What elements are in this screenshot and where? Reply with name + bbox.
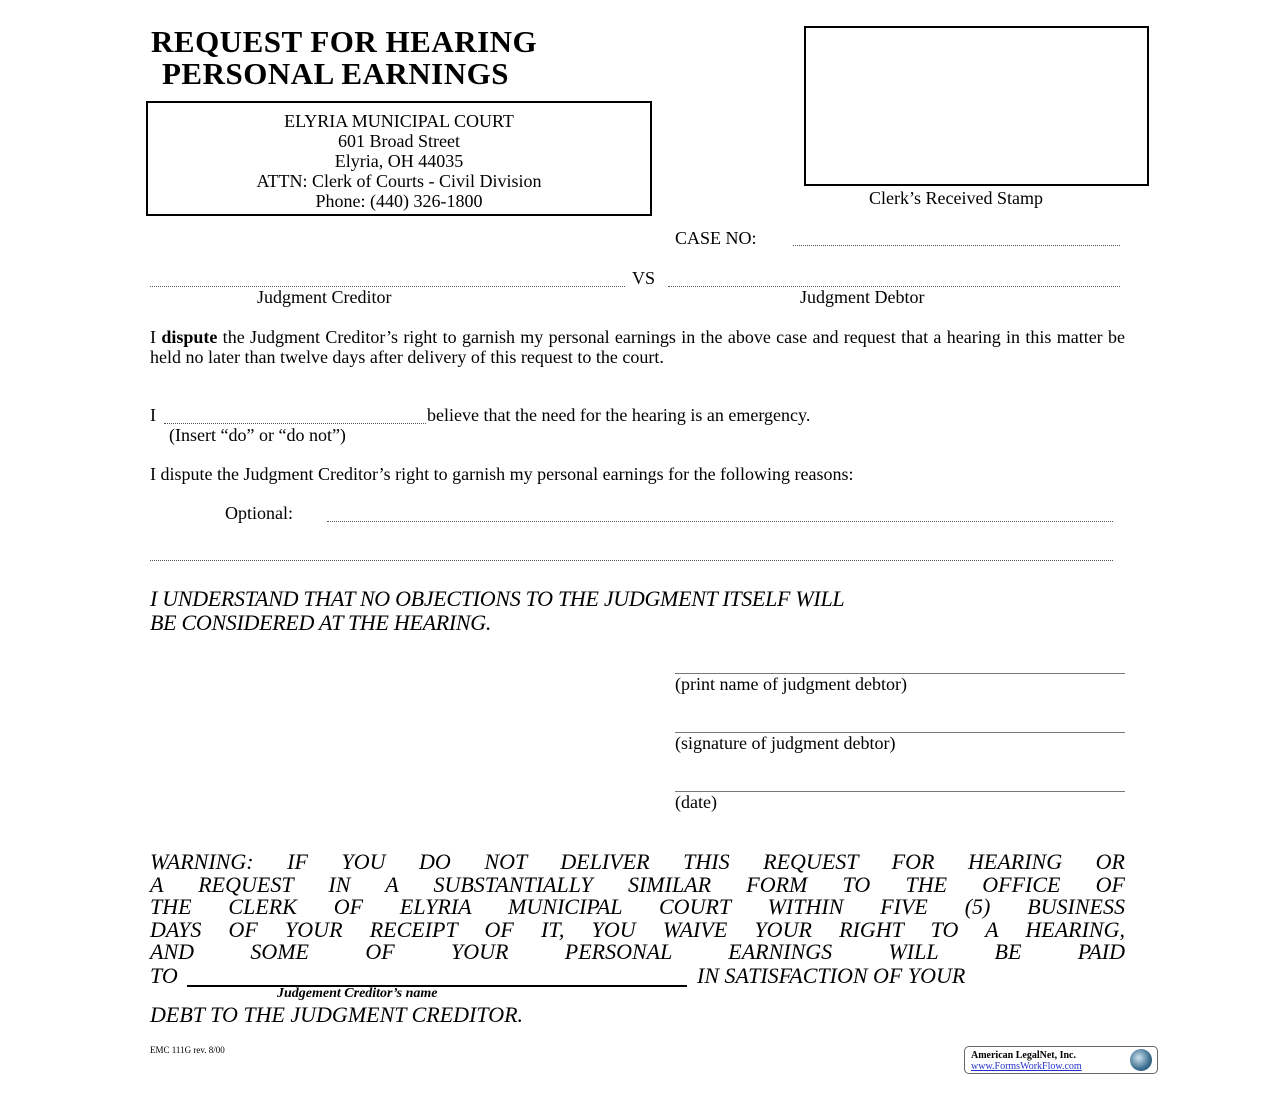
versus-label: VS xyxy=(632,268,656,288)
date-field[interactable] xyxy=(675,791,1125,792)
warning-last-line: DEBT TO THE JUDGMENT CREDITOR. xyxy=(150,1002,524,1027)
notice-line-2: BE CONSIDERED AT THE HEARING. xyxy=(150,610,492,635)
logo-name: American LegalNet, Inc. xyxy=(971,1050,1076,1061)
emergency-prefix: I xyxy=(150,405,156,425)
date-label: (date) xyxy=(675,792,717,812)
emergency-statement: believe that the need for the hearing is an emergency. xyxy=(427,405,811,425)
clerk-stamp-label: Clerk’s Received Stamp xyxy=(869,188,1043,208)
warning-line: A REQUEST IN A SUBSTANTIALLY SIMILAR FORM TO THE OFFICE OF xyxy=(150,871,1125,897)
warning-to: TO xyxy=(150,963,178,988)
clerk-stamp-box xyxy=(804,26,1149,186)
globe-icon xyxy=(1130,1049,1152,1071)
optional-reason-field[interactable] xyxy=(327,521,1113,522)
form-id: EMC 111G rev. 8/00 xyxy=(150,1045,225,1055)
form-title-line1: REQUEST FOR HEARING xyxy=(151,24,538,59)
warning-satisfaction: IN SATISFACTION OF YOUR xyxy=(697,963,966,988)
warning-line: THE CLERK OF ELYRIA MUNICIPAL COURT WITHIN FIVE (5) BUSINESS xyxy=(150,894,1125,919)
case-number-field[interactable] xyxy=(793,245,1120,246)
american-legalnet-logo[interactable] xyxy=(964,1046,1158,1074)
court-city: Elyria, OH 44035 xyxy=(334,151,464,171)
emergency-hint: (Insert “do” or “do not”) xyxy=(169,425,346,445)
creditor-name-label: Judgement Creditor’s name xyxy=(277,986,438,1001)
court-street: 601 Broad Street xyxy=(338,131,460,151)
form-title-line2: PERSONAL EARNINGS xyxy=(162,56,509,91)
signature-label: (signature of judgment debtor) xyxy=(675,733,896,753)
print-name-label: (print name of judgment debtor) xyxy=(675,674,907,694)
emergency-do-field[interactable] xyxy=(164,423,426,424)
optional-label: Optional: xyxy=(225,503,293,523)
court-address-box xyxy=(146,101,652,216)
case-number-label: CASE NO: xyxy=(675,228,757,248)
notice-line-1: I UNDERSTAND THAT NO OBJECTIONS TO THE JUDGMENT ITSELF WILL xyxy=(150,586,845,611)
dispute-statement: I dispute the Judgment Creditor’s right to garnish my personal earnings in the above case and request that a hearing in this matter be held no later than twelve days after delivery of this request to the court. xyxy=(150,327,1125,367)
warning-paragraph xyxy=(150,851,1125,964)
logo-link[interactable]: www.FormsWorkFlow.com xyxy=(971,1061,1082,1072)
court-attn: ATTN: Clerk of Courts - Civil Division xyxy=(256,171,542,191)
court-phone: Phone: (440) 326-1800 xyxy=(315,191,483,211)
court-name: ELYRIA MUNICIPAL COURT xyxy=(284,111,514,131)
warning-line: DAYS OF YOUR RECEIPT OF IT, YOU WAIVE YOUR RIGHT TO A HEARING, xyxy=(150,916,1125,942)
warning-line: WARNING: IF YOU DO NOT DELIVER THIS REQUEST FOR HEARING OR xyxy=(150,849,1125,874)
reason-line-2[interactable] xyxy=(150,560,1113,561)
warning-line: AND SOME OF YOUR PERSONAL EARNINGS WILL BE PAID xyxy=(150,939,1125,964)
judgment-debtor-label: Judgment Debtor xyxy=(800,287,925,307)
objections-notice xyxy=(150,587,844,635)
judgment-creditor-label: Judgment Creditor xyxy=(257,287,392,307)
reasons-statement: I dispute the Judgment Creditor’s right to garnish my personal earnings for the following reasons: xyxy=(150,464,854,484)
